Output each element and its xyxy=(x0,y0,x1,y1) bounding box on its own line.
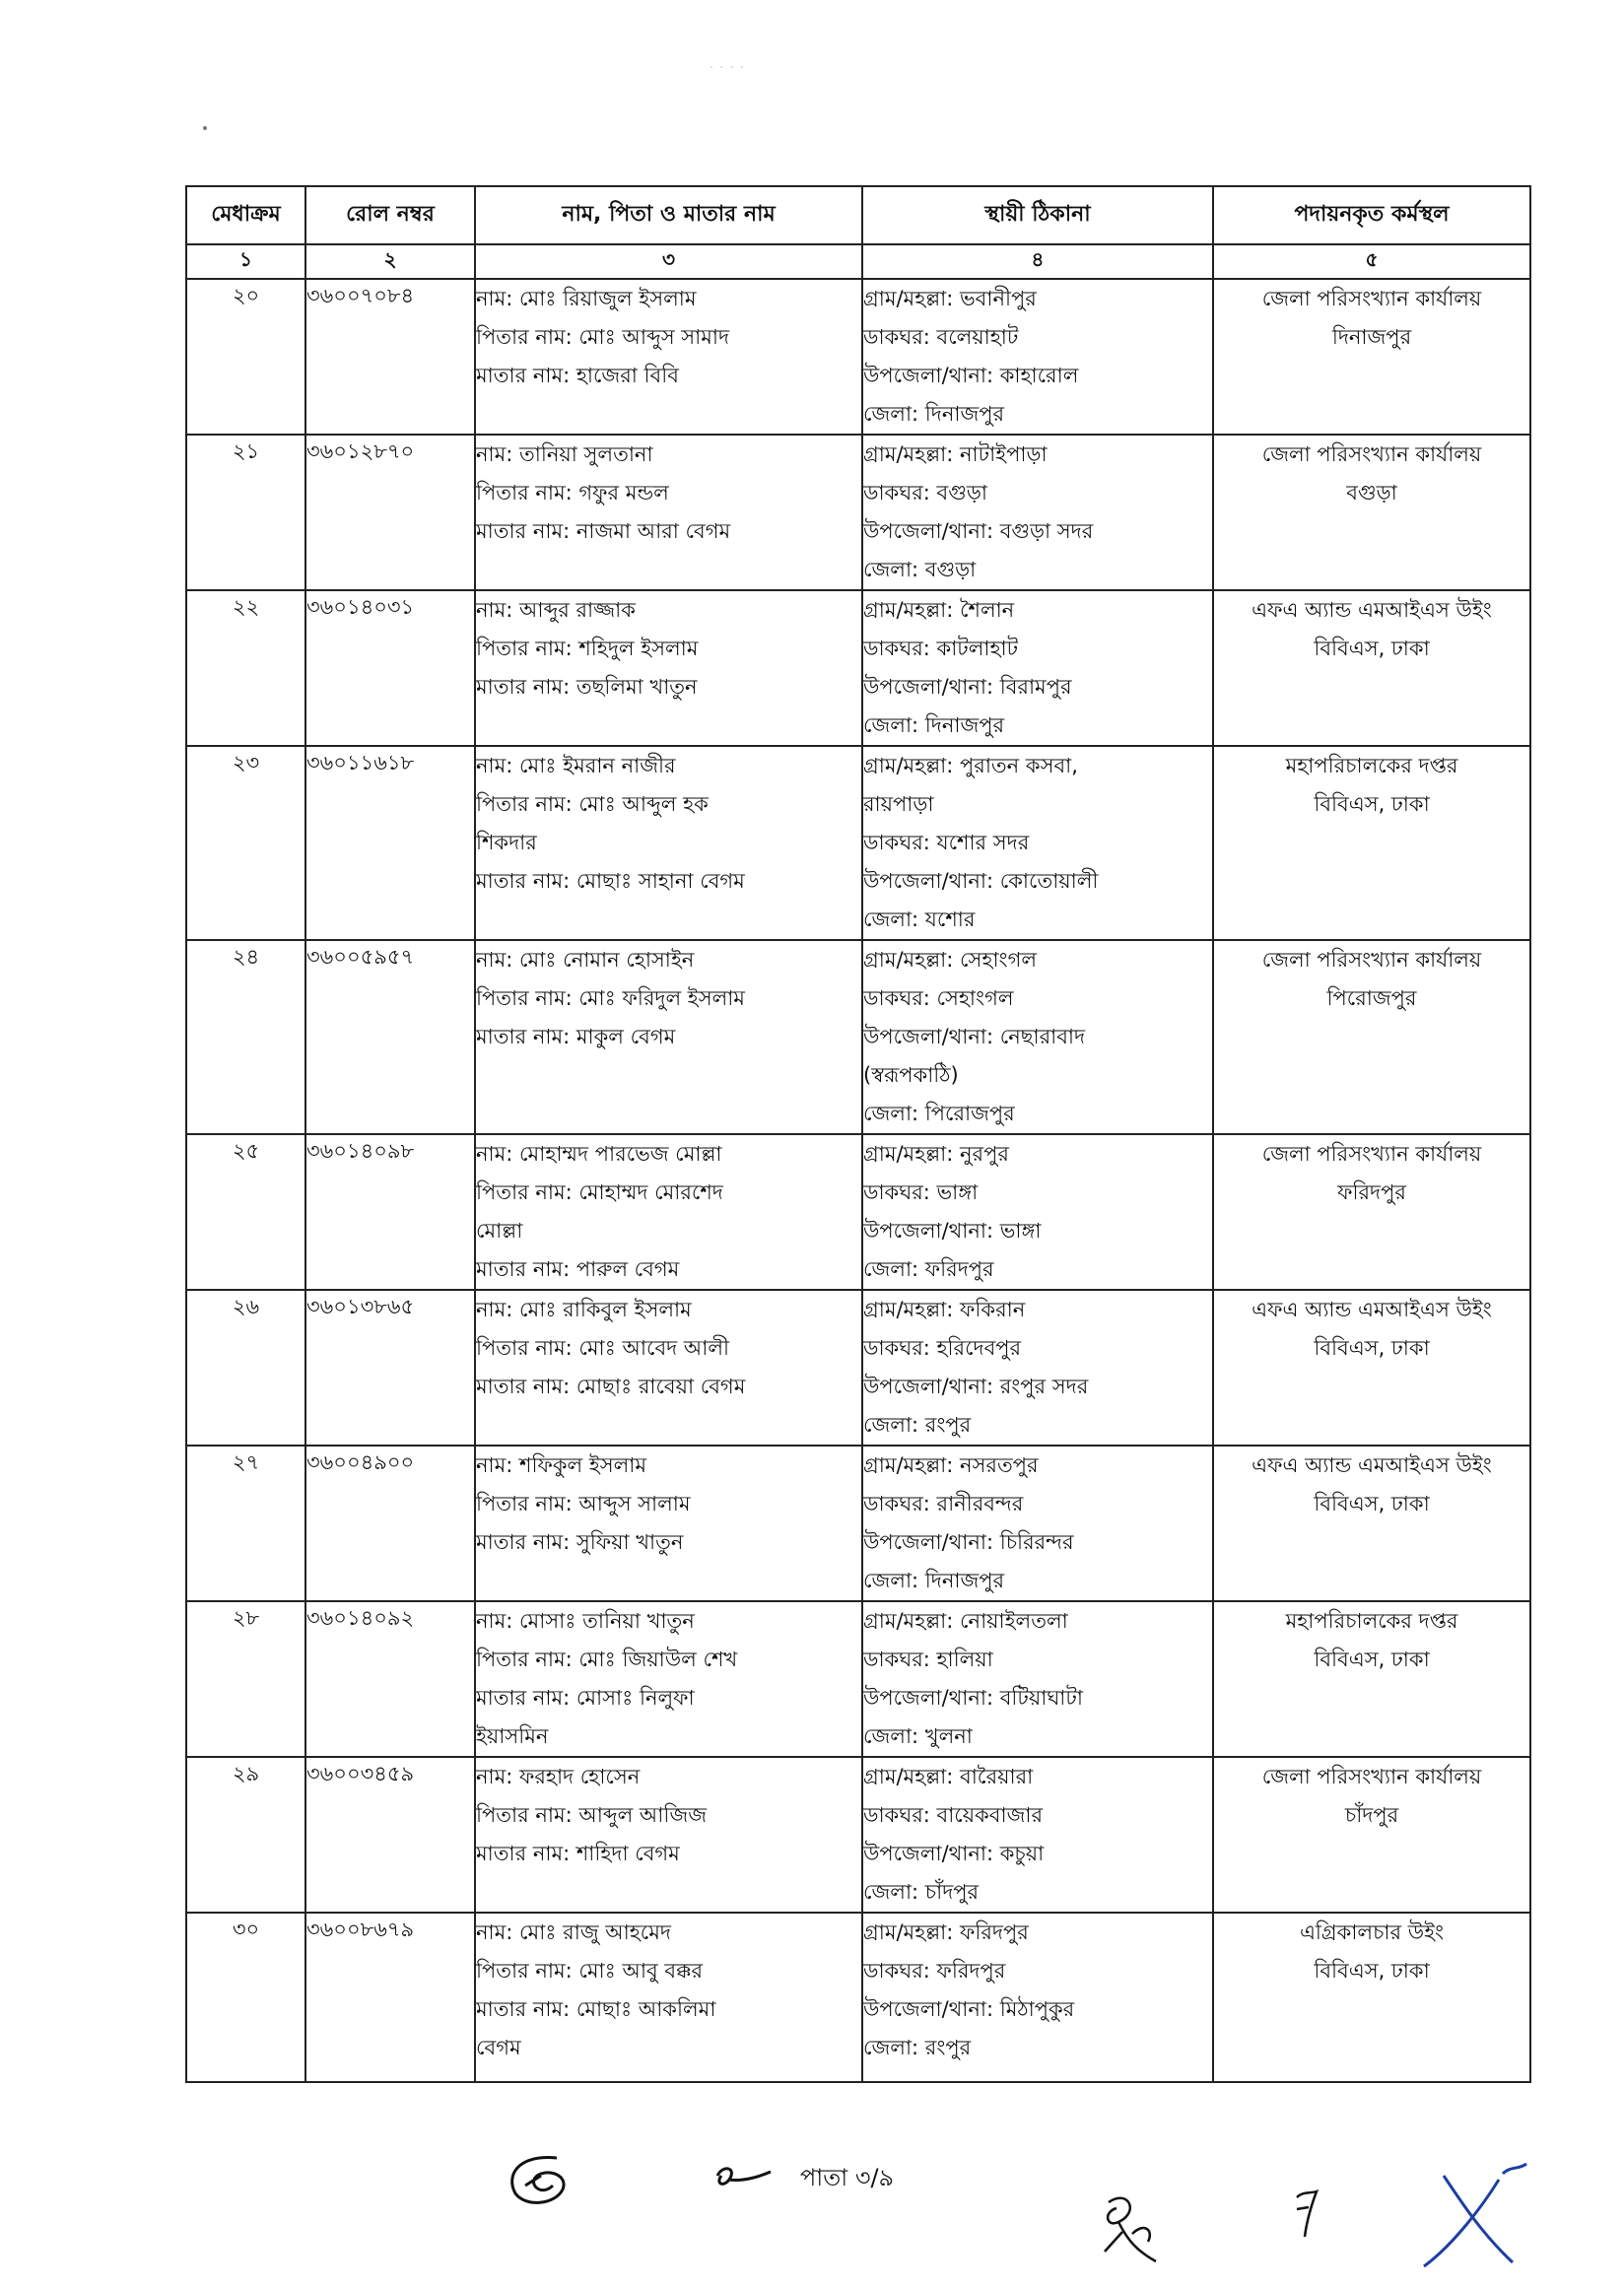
posting-cell xyxy=(1213,1601,1530,1757)
merit-serial: ২৯ xyxy=(186,1757,305,1913)
address-cell-line: গ্রাম/মহল্লা: নাটাইপাড়া xyxy=(863,442,1048,466)
header-address: স্থায়ী ঠিকানা xyxy=(862,186,1213,244)
address-cell-line: জেলা: দিনাজপুর xyxy=(863,1569,1005,1592)
table-row xyxy=(186,435,1530,590)
merit-serial: ২৬ xyxy=(186,1290,305,1446)
name-cell-line: পিতার নাম: আব্দুল আজিজ xyxy=(476,1803,708,1827)
name-cell-line: নাম: মোসাঃ তানিয়া খাতুন xyxy=(476,1609,695,1633)
address-cell xyxy=(862,590,1213,746)
name-cell-line: মাতার নাম: সুফিয়া খাতুন xyxy=(476,1530,684,1554)
address-cell-line: জেলা: ফরিদপুর xyxy=(863,1257,994,1281)
merit-serial: ২৮ xyxy=(186,1601,305,1757)
table-row xyxy=(186,940,1530,1134)
address-cell-line: ডাকঘর: হালিয়া xyxy=(863,1648,993,1671)
column-index: ৫ xyxy=(1213,244,1530,279)
address-cell-line: জেলা: দিনাজপুর xyxy=(863,713,1005,737)
posting-cell xyxy=(1213,1134,1530,1290)
merit-serial: ৩০ xyxy=(186,1913,305,2082)
initial-signature-left xyxy=(498,2146,586,2215)
name-cell-line: নাম: মোঃ নোমান হোসাইন xyxy=(476,948,695,972)
address-cell-line: ডাকঘর: কাটলাহাট xyxy=(863,637,1019,660)
address-cell-line: উপজেলা/থানা: ভাঙ্গা xyxy=(863,1219,1042,1243)
address-cell-line: উপজেলা/থানা: মিঠাপুকুর xyxy=(863,1997,1075,2021)
address-cell xyxy=(862,746,1213,940)
address-cell-line: গ্রাম/মহল্লা: শৈলান xyxy=(863,598,1015,622)
posting-cell xyxy=(1213,1446,1530,1601)
address-cell-line: উপজেলা/থানা: বগুড়া সদর xyxy=(863,519,1094,543)
address-cell-line: জেলা: চাঁদপুর xyxy=(863,1880,980,1904)
posting-cell xyxy=(1213,1290,1530,1446)
faint-header-mark: · · · · xyxy=(710,61,745,76)
posting-cell-line: জেলা পরিসংখ্যান কার্যালয় xyxy=(1261,948,1482,972)
name-cell-line: মাতার নাম: মাকুল বেগম xyxy=(476,1025,676,1048)
roll-number: ৩৬০০৪৯০০ xyxy=(305,1446,475,1601)
address-cell-line: গ্রাম/মহল্লা: নুরপুর xyxy=(863,1142,1009,1166)
roll-number: ৩৬০১৩৮৬৫ xyxy=(305,1290,475,1446)
posting-cell-line: এগ্রিকালচার উইং xyxy=(1299,1920,1445,1944)
column-index-row xyxy=(186,244,1530,279)
column-index: ২ xyxy=(305,244,475,279)
address-cell-line: গ্রাম/মহল্লা: নসরতপুর xyxy=(863,1453,1039,1477)
posting-cell-line: চাঁদপুর xyxy=(1344,1803,1399,1827)
address-cell-line: ডাকঘর: বায়েকবাজার xyxy=(863,1803,1043,1827)
address-cell-line: ডাকঘর: যশোর সদর xyxy=(863,831,1030,854)
posting-cell-line: এফএ অ্যান্ড এমআইএস উইং xyxy=(1252,598,1492,622)
address-cell-line: ডাকঘর: রানীরবন্দর xyxy=(863,1492,1024,1515)
appointment-table xyxy=(185,185,1531,2083)
posting-cell-line: পিরোজপুর xyxy=(1326,986,1417,1010)
name-cell xyxy=(475,746,862,940)
name-cell-line: পিতার নাম: শহিদুল ইসলাম xyxy=(476,637,699,660)
address-cell-line: উপজেলা/থানা: কোতোয়ালী xyxy=(863,869,1099,893)
name-cell xyxy=(475,1757,862,1913)
posting-cell xyxy=(1213,746,1530,940)
posting-cell-line: বিবিএস, ঢাকা xyxy=(1314,792,1430,816)
merit-serial: ২৪ xyxy=(186,940,305,1134)
roll-number: ৩৬০১২৮৭০ xyxy=(305,435,475,590)
address-cell-line: উপজেলা/থানা: বটিয়াঘাটা xyxy=(863,1686,1083,1710)
merit-serial: ২০ xyxy=(186,279,305,435)
name-cell-line: মাতার নাম: মোছাঃ আকলিমা xyxy=(476,1997,716,2021)
name-cell-line: পিতার নাম: আব্দুস সালাম xyxy=(476,1492,691,1515)
name-cell-line: পিতার নাম: মোঃ আব্দুস সামাদ xyxy=(476,325,730,349)
address-cell-line: উপজেলা/থানা: নেছারাবাদ xyxy=(863,1025,1086,1048)
initial-signature-middle xyxy=(1089,2183,1178,2271)
address-cell-line: ডাকঘর: হরিদেবপুর xyxy=(863,1336,1022,1360)
initial-mark-seven xyxy=(1289,2186,1328,2245)
name-cell-line: মাতার নাম: তছলিমা খাতুন xyxy=(476,675,698,699)
name-cell xyxy=(475,590,862,746)
address-cell-line: জেলা: খুলনা xyxy=(863,1724,973,1748)
address-cell-line: উপজেলা/থানা: রংপুর সদর xyxy=(863,1375,1089,1398)
name-cell-line: নাম: মোহাম্মদ পারভেজ মোল্লা xyxy=(476,1142,722,1166)
name-cell-line: ইয়াসমিন xyxy=(476,1724,549,1748)
address-cell-line: উপজেলা/থানা: চিরিরন্দর xyxy=(863,1530,1074,1554)
name-cell-line: নাম: মোঃ ইমরান নাজীর xyxy=(476,754,676,777)
address-cell-line: গ্রাম/মহল্লা: ফকিরান xyxy=(863,1298,1026,1321)
merit-serial: ২২ xyxy=(186,590,305,746)
name-cell-line: পিতার নাম: মোঃ আবু বক্কর xyxy=(476,1959,704,1983)
address-cell-line: ডাকঘর: সেহাংগল xyxy=(863,986,1014,1010)
address-cell-line: জেলা: বগুড়া xyxy=(863,558,977,581)
posting-cell-line: জেলা পরিসংখ্যান কার্যালয় xyxy=(1261,287,1482,310)
name-cell-line: নাম: মোঃ রাকিবুল ইসলাম xyxy=(476,1298,692,1321)
name-cell-line: নাম: শফিকুল ইসলাম xyxy=(476,1453,647,1477)
name-cell-line: পিতার নাম: গফুর মন্ডল xyxy=(476,481,669,505)
header-names: নাম, পিতা ও মাতার নাম xyxy=(475,186,862,244)
roll-number: ৩৬০০৭০৮৪ xyxy=(305,279,475,435)
name-cell xyxy=(475,940,862,1134)
name-cell-line: মাতার নাম: শাহিদা বেগম xyxy=(476,1842,680,1865)
address-cell-line: গ্রাম/মহল্লা: নোয়াইলতলা xyxy=(863,1609,1068,1633)
roll-number: ৩৬০১৪০৯২ xyxy=(305,1601,475,1757)
address-cell-line: উপজেলা/থানা: কাহারোল xyxy=(863,364,1079,387)
name-cell-line: মাতার নাম: নাজমা আরা বেগম xyxy=(476,519,731,543)
posting-cell-line: ফরিদপুর xyxy=(1337,1180,1406,1204)
header-posting: পদায়নকৃত কর্মস্থল xyxy=(1213,186,1530,244)
posting-cell-line: এফএ অ্যান্ড এমআইএস উইং xyxy=(1252,1298,1492,1321)
posting-cell xyxy=(1213,590,1530,746)
posting-cell-line: জেলা পরিসংখ্যান কার্যালয় xyxy=(1261,1142,1482,1166)
posting-cell-line: মহাপরিচালকের দপ্তর xyxy=(1285,754,1458,777)
name-cell xyxy=(475,1134,862,1290)
name-cell-line: পিতার নাম: মোঃ জিয়াউল শেখ xyxy=(476,1648,738,1671)
roll-number: ৩৬০১৪০৯৮ xyxy=(305,1134,475,1290)
address-cell-line: গ্রাম/মহল্লা: পুরাতন কসবা, xyxy=(863,754,1078,777)
posting-cell-line: বিবিএস, ঢাকা xyxy=(1314,1959,1430,1983)
name-cell-line: পিতার নাম: মোঃ আবেদ আলী xyxy=(476,1336,729,1360)
address-cell-line: গ্রাম/মহল্লা: সেহাংগল xyxy=(863,948,1037,972)
address-cell xyxy=(862,1290,1213,1446)
posting-cell-line: বিবিএস, ঢাকা xyxy=(1314,637,1430,660)
posting-cell-line: বিবিএস, ঢাকা xyxy=(1314,1336,1430,1360)
name-cell xyxy=(475,279,862,435)
posting-cell-line: দিনাজপুর xyxy=(1331,325,1412,349)
table-row xyxy=(186,746,1530,940)
address-cell-line: ডাকঘর: বগুড়া xyxy=(863,481,987,505)
name-cell-line: মাতার নাম: মোছাঃ সাহানা বেগম xyxy=(476,869,745,893)
address-cell xyxy=(862,435,1213,590)
header-merit: মেধাক্রম xyxy=(186,186,305,244)
posting-cell-line: মহাপরিচালকের দপ্তর xyxy=(1285,1609,1458,1633)
address-cell-line: ডাকঘর: ফরিদপুর xyxy=(863,1959,1006,1983)
posting-cell-line: জেলা পরিসংখ্যান কার্যালয় xyxy=(1261,442,1482,466)
merit-serial: ২৩ xyxy=(186,746,305,940)
header-roll: রোল নম্বর xyxy=(305,186,475,244)
name-cell-line: নাম: তানিয়া সুলতানা xyxy=(476,442,653,466)
column-index: ৩ xyxy=(475,244,862,279)
address-cell-line: জেলা: রংপুর xyxy=(863,2036,972,2059)
name-cell-line: পিতার নাম: মোঃ আব্দুল হক xyxy=(476,792,709,816)
name-cell-line: নাম: মোঃ রিয়াজুল ইসলাম xyxy=(476,287,697,310)
posting-cell xyxy=(1213,940,1530,1134)
name-cell-line: পিতার নাম: মোহাম্মদ মোরশেদ xyxy=(476,1180,723,1204)
speck xyxy=(203,126,207,130)
table-row xyxy=(186,590,1530,746)
name-cell xyxy=(475,1913,862,2082)
address-cell xyxy=(862,1913,1213,2082)
address-cell xyxy=(862,1446,1213,1601)
table-row xyxy=(186,279,1530,435)
posting-cell xyxy=(1213,435,1530,590)
address-cell-line: জেলা: যশোর xyxy=(863,908,976,931)
posting-cell-line: বিবিএস, ঢাকা xyxy=(1314,1492,1430,1515)
posting-cell xyxy=(1213,1913,1530,2082)
address-cell xyxy=(862,279,1213,435)
merit-serial: ২৫ xyxy=(186,1134,305,1290)
table-row xyxy=(186,1446,1530,1601)
name-cell-line: পিতার নাম: মোঃ ফরিদুল ইসলাম xyxy=(476,986,745,1010)
address-cell-line: গ্রাম/মহল্লা: ফরিদপুর xyxy=(863,1920,1029,1944)
name-cell xyxy=(475,1446,862,1601)
address-cell-line: উপজেলা/থানা: কচুয়া xyxy=(863,1842,1045,1865)
posting-cell xyxy=(1213,279,1530,435)
table-row xyxy=(186,1290,1530,1446)
table-row xyxy=(186,1601,1530,1757)
name-cell-line: মাতার নাম: মোছাঃ রাবেয়া বেগম xyxy=(476,1375,746,1398)
name-cell-line: নাম: মোঃ রাজু আহমেদ xyxy=(476,1920,671,1944)
initial-signature-blue xyxy=(1404,2156,1552,2274)
name-cell xyxy=(475,1290,862,1446)
posting-cell-line: বগুড়া xyxy=(1346,481,1397,505)
table-row xyxy=(186,1134,1530,1290)
roll-number: ৩৬০১১৬১৮ xyxy=(305,746,475,940)
address-cell-line: (স্বরূপকাঠি) xyxy=(863,1063,959,1087)
posting-cell-line: জেলা পরিসংখ্যান কার্যালয় xyxy=(1261,1765,1482,1788)
address-cell-line: জেলা: পিরোজপুর xyxy=(863,1102,1015,1125)
roll-number: ৩৬০০৮৬৭৯ xyxy=(305,1913,475,2082)
posting-cell xyxy=(1213,1757,1530,1913)
posting-cell-line: বিবিএস, ঢাকা xyxy=(1314,1648,1430,1671)
address-cell-line: জেলা: দিনাজপুর xyxy=(863,402,1005,426)
address-cell-line: গ্রাম/মহল্লা: ভবানীপুর xyxy=(863,287,1037,310)
name-cell-line: বেগম xyxy=(476,2036,521,2059)
address-cell-line: ডাকঘর: ভাঙ্গা xyxy=(863,1180,979,1204)
merit-serial: ২১ xyxy=(186,435,305,590)
table-row xyxy=(186,1913,1530,2082)
address-cell-line: জেলা: রংপুর xyxy=(863,1413,972,1437)
address-cell-line: গ্রাম/মহল্লা: বারৈয়ারা xyxy=(863,1765,1034,1788)
roll-number: ৩৬০০৫৯৫৭ xyxy=(305,940,475,1134)
address-cell-line: রায়পাড়া xyxy=(863,792,934,816)
posting-cell-line: এফএ অ্যান্ড এমআইএস উইং xyxy=(1252,1453,1492,1477)
table-row xyxy=(186,1757,1530,1913)
address-cell xyxy=(862,1134,1213,1290)
roll-number: ৩৬০০৩৪৫৯ xyxy=(305,1757,475,1913)
name-cell-line: মোল্লা xyxy=(476,1219,523,1243)
address-cell-line: ডাকঘর: বলেয়াহাট xyxy=(863,325,1019,349)
table-body xyxy=(186,279,1530,2082)
name-cell-line: নাম: আব্দুর রাজ্জাক xyxy=(476,598,636,622)
name-cell-line: নাম: ফরহাদ হোসেন xyxy=(476,1765,641,1788)
initial-mark-center xyxy=(710,2158,778,2197)
name-cell-line: শিকদার xyxy=(476,831,537,854)
column-index: ১ xyxy=(186,244,305,279)
name-cell-line: মাতার নাম: মোসাঃ নিলুফা xyxy=(476,1686,695,1710)
address-cell xyxy=(862,1601,1213,1757)
header-row xyxy=(186,186,1530,244)
page-number: পাতা ৩/৯ xyxy=(800,2164,895,2191)
name-cell-line: মাতার নাম: পারুল বেগম xyxy=(476,1257,680,1281)
address-cell xyxy=(862,1757,1213,1913)
address-cell-line: উপজেলা/থানা: বিরামপুর xyxy=(863,675,1072,699)
column-index: ৪ xyxy=(862,244,1213,279)
address-cell xyxy=(862,940,1213,1134)
merit-serial: ২৭ xyxy=(186,1446,305,1601)
name-cell xyxy=(475,1601,862,1757)
name-cell xyxy=(475,435,862,590)
roll-number: ৩৬০১৪০৩১ xyxy=(305,590,475,746)
name-cell-line: মাতার নাম: হাজেরা বিবি xyxy=(476,364,679,387)
